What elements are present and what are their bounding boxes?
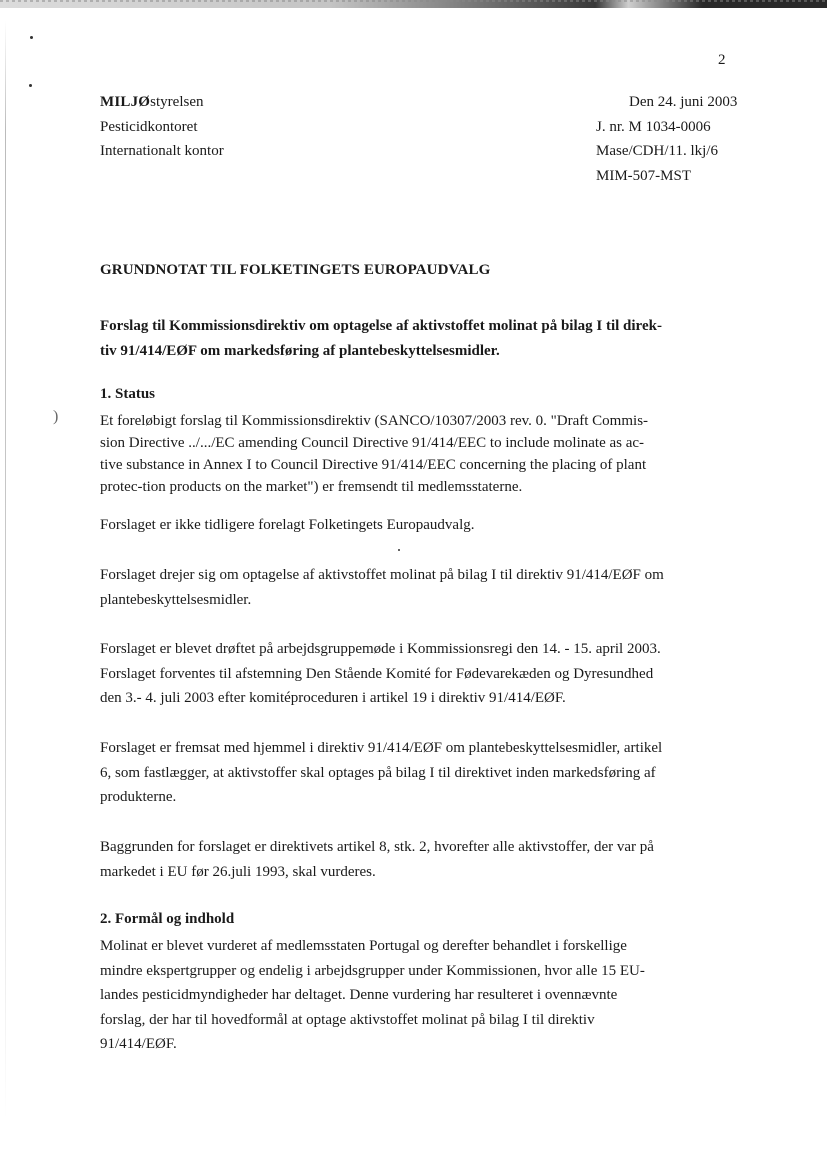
scan-edge-left [5,20,6,1120]
text-line: produkterne. [100,789,177,805]
scan-edge-noise [0,0,827,2]
reference-code: Mase/CDH/11. lkj/6 [596,143,718,159]
ministry-code: MIM-507-MST [596,167,692,184]
section-title-purpose: 2. Formål og indhold [100,911,235,927]
text-line: Et foreløbigt forslag til Kommissionsdirektiv (SANCO/10307/2003 rev. 0. "Draft Commis- [100,413,649,429]
journal-number: J. nr. M 1034-0006 [596,118,711,135]
scan-speck [398,549,400,551]
section-title-status: 1. Status [100,386,156,402]
text-line: Forslaget er fremsat med hjemmel i direktiv 91/414/EØF om plantebeskyttelsesmidler, artikel [100,740,663,756]
text-line: Forslaget er blevet drøftet på arbejdsgruppemøde i Kommissionsregi den 14. - 15. april 2003. [100,641,661,657]
document-heading: GRUNDNOTAT TIL FOLKETINGETS EUROPAUDVALG [100,262,491,278]
text-line: plantebeskyttelsesmidler. [100,591,252,608]
sender-block [100,90,224,164]
text-line: den 3.- 4. juli 2003 efter komitéproceduren i artikel 19 i direktiv 91/414/EØF. [100,690,566,706]
subject-line: tiv 91/414/EØF om markedsføring af plantebeskyttelsesmidler. [100,342,500,359]
paragraph-discussion [100,637,661,711]
paragraph-scope [100,563,664,612]
sender-office: Pesticidkontoret [100,118,198,135]
text-line: mindre ekspertgrupper og endelig i arbejdsgrupper under Kommissionen, hvor alle 15 EU- [100,962,645,979]
document-subject [100,314,740,363]
text-line: tive substance in Annex I to Council Directive 91/414/EEC concerning the placing of plant [100,457,647,473]
scan-mark: ) [53,408,59,425]
scan-speck [29,84,32,87]
subject-line: Forslag til Kommissionsdirektiv om optagelse af aktivstoffet molinat på bilag I til direk- [100,318,662,334]
paragraph-not-presented [100,513,474,538]
text-line: 91/414/EØF. [100,1036,177,1052]
page-number: 2 [718,52,726,68]
text-line: Molinat er blevet vurderet af medlemsstaten Portugal og derefter behandlet i forskellige [100,938,627,954]
paragraph-background [100,835,654,884]
text-line: sion Directive ../.../EC amending Council Directive 91/414/EEC to include molinate as ac- [100,435,645,451]
sender-organization: MILJØstyrelsen [100,94,204,110]
text-line: 6, som fastlægger, at aktivstoffer skal optages på bilag I til direktivet inden markedsføring af [100,764,656,781]
text-line: markedet i EU før 26.juli 1993, skal vurderes. [100,863,376,880]
paragraph-status-intro [100,410,648,498]
text-line: Forslaget forventes til afstemning Den Stående Komité for Fødevarekæden og Dyresundhed [100,665,654,682]
document-meta [596,90,737,188]
paragraph-legal-basis [100,736,662,810]
text-line: forslag, der har til hovedformål at optage aktivstoffet molinat på bilag I til direktiv [100,1011,595,1028]
text-line: landes pesticidmyndigheder har deltaget. Denne vurdering har resulteret i ovennævnte [100,987,618,1003]
document-date: Den 24. juni 2003 [629,94,738,110]
text-line: Baggrunden for forslaget er direktivets artikel 8, stk. 2, hvorefter alle aktivstoffer, der var på [100,839,654,855]
text-line: Forslaget er ikke tidligere forelagt Folketingets Europaudvalg. [100,517,475,533]
scan-speck [30,36,33,39]
text-line: Forslaget drejer sig om optagelse af aktivstoffet molinat på bilag I til direktiv 91/414/EØF om [100,567,664,583]
paragraph-purpose [100,934,645,1057]
text-line: protec-tion products on the market") er fremsendt til medlemsstaterne. [100,479,523,495]
sender-department: Internationalt kontor [100,143,224,159]
